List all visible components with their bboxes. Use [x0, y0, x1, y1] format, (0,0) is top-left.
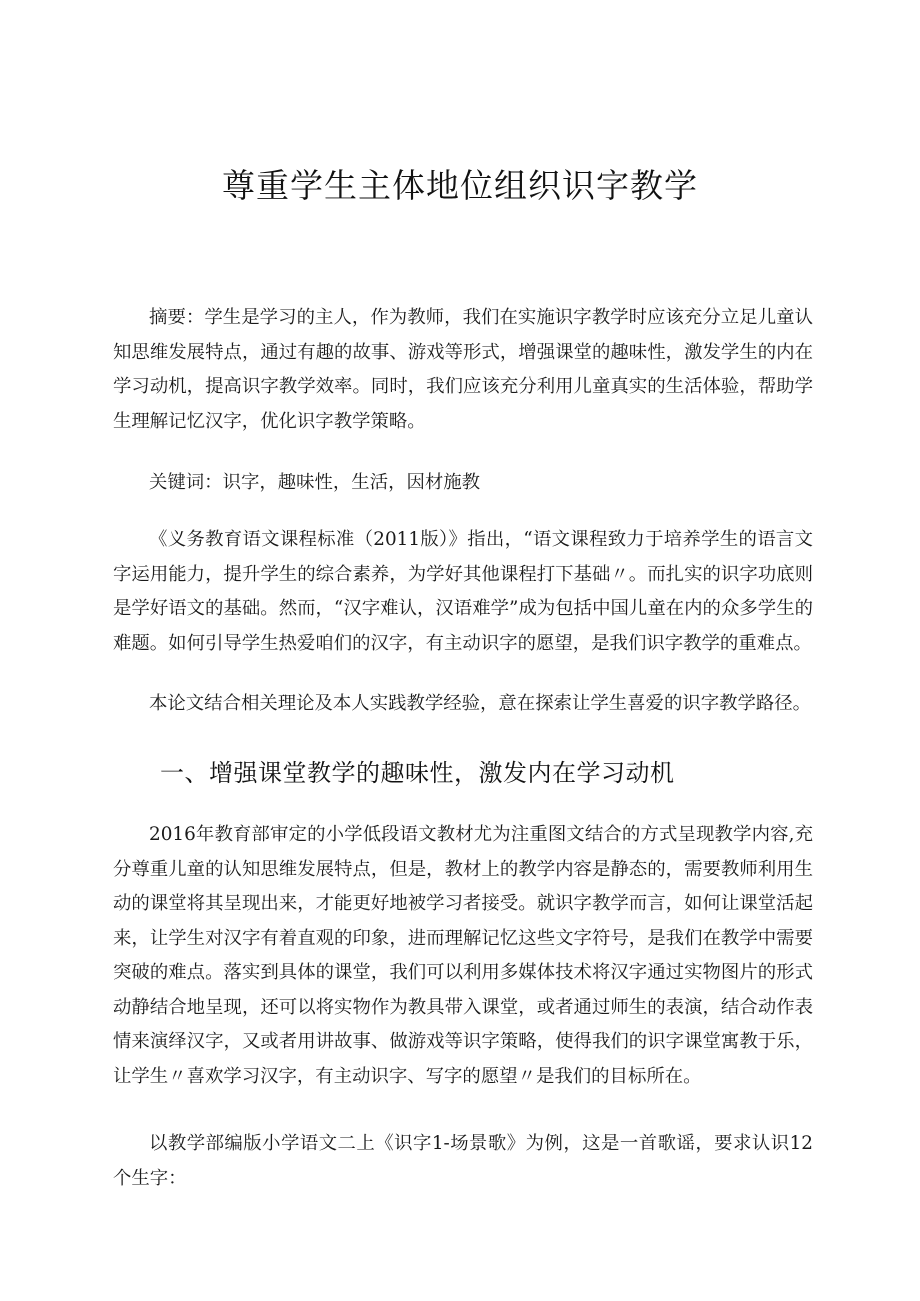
page-title: 尊重学生主体地位组织识字教学	[222, 166, 698, 205]
intro-paragraph: 《义务教育语文课程标准（2011版）》指出，“语文课程致力于培养学生的语言文字运用能力，提升学生的综合素养，为学好其他课程打下基础〃。而扎实的识字功底则是学好语文的基础。然而，“汉字难认，汉语难学”成为包括中国儿童在内的众多学生的难题。如何引导学生热爱咱们的汉字，有主动识字的愿望，是我们识字教学的重难点。	[113, 529, 813, 654]
abstract-paragraph: 摘要：学生是学习的主人，作为教师，我们在实施识字教学时应该充分立足儿童认知思维发展特点，通过有趣的故事、游戏等形式，增强课堂的趣味性，激发学生的内在学习动机，提高识字教学效率。同时，我们应该充分利用儿童真实的生活体验，帮助学生理解记忆汉字，优化识字教学策略。	[113, 307, 813, 432]
keywords-paragraph: 关键词：识字，趣味性，生活，因材施教	[149, 472, 481, 493]
section-body-paragraph-2: 以教学部编版小学语文二上《识字1-场景歌》为例，这是一首歌谣，要求认识12个生字：	[113, 1133, 813, 1189]
section-heading: 一、增强课堂教学的趣味性，激发内在学习动机	[160, 759, 675, 787]
thesis-paragraph: 本论文结合相关理论及本人实践教学经验，意在探索让学生喜爱的识字教学路径。	[149, 693, 812, 714]
section-body-paragraph: 2016年教育部审定的小学低段语文教材尤为注重图文结合的方式呈现教学内容,充分尊重儿童的认知思维发展特点，但是，教材上的教学内容是静态的，需要教师利用生动的课堂将其呈现出来，才能更好地被学习者接受。就识字教学而言，如何让课堂活起来，让学生对汉字有着直观的印象，进而理解记忆这些文字符号，是我们在教学中需要突破的难点。落实到具体的课堂，我们可以利用多媒体技术将汉字通过实物图片的形式动静结合地呈现，还可以将实物作为教具带入课堂，或者通过师生的表演，结合动作表情来演绎汉字，又或者用讲故事、做游戏等识字策略，使得我们的识字课堂寓教于乐，让学生〃喜欢学习汉字，有主动识字、写字的愿望〃是我们的目标所在。	[113, 824, 813, 1087]
